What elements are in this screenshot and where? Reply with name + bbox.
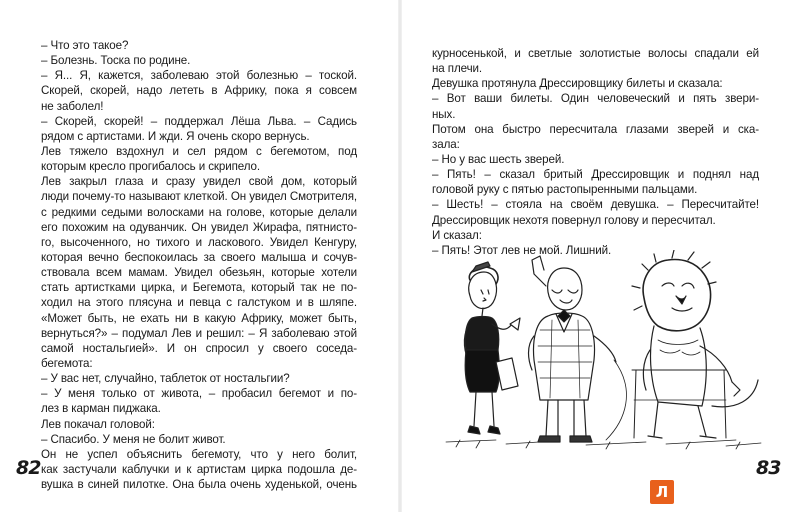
text-line: Девушка протянула Дрессировщику билеты и сказала: xyxy=(432,77,723,91)
text-line: лез в карман пиджака. xyxy=(41,402,161,416)
text-line: ходил на этого плясуна и певца с галстуком и в шляпе. xyxy=(41,296,357,310)
text-line: Он не успел объяснить бегемоту, что у него болит, xyxy=(41,447,357,461)
book-gutter xyxy=(398,0,402,512)
trainer-figure xyxy=(529,256,627,442)
text-line: Скорей, скорей, надо лететь в Африку, пока я совсем xyxy=(41,84,357,98)
text-line: Лев закрыл глаза и сразу увидел свой дом, который xyxy=(41,175,357,189)
lion-figure xyxy=(632,250,758,438)
text-line: – Я... Я, кажется, заболеваю этой болезнью – тоской. xyxy=(41,69,357,83)
ground-hatching xyxy=(446,440,761,449)
text-line: которая вечно беспокоилась за своего малыша и сочув- xyxy=(41,250,357,264)
text-line: – Что это такое? xyxy=(41,39,129,52)
left-page-text xyxy=(41,38,357,492)
text-line: – Спасибо. У меня не болит живот. xyxy=(41,432,226,446)
page-number-left: 82 xyxy=(16,457,41,479)
text-line: рядом с артистами. И жди. Я очень скоро вернусь. xyxy=(41,129,310,143)
text-line: которым кресло прогибалось и скрипело. xyxy=(41,160,261,174)
right-page-text xyxy=(432,46,759,258)
text-line: Дрессировщик нехотя повернул голову и пересчитал. xyxy=(432,213,716,227)
girl-figure xyxy=(464,262,520,434)
text-line: бегемота: xyxy=(41,356,93,370)
text-line: – У вас нет, случайно, таблеток от ностальгии? xyxy=(41,372,290,386)
text-line: «Может быть, не ехать ни в какую Африку, может быть, xyxy=(41,311,357,325)
text-line: – Но у вас шесть зверей. xyxy=(432,152,565,166)
text-line: – Пять! Этот лев не мой. Лишний. xyxy=(432,243,612,257)
text-line: ных. xyxy=(432,107,456,121)
text-line: – Вот ваши билеты. Один человеческий и пять звери- xyxy=(432,92,759,106)
text-line: люди почему-то называют клеткой. Он увидел Смотрителя, xyxy=(41,190,357,204)
text-line: самой ностальгией». И он спросил у своего соседа- xyxy=(41,341,357,355)
page-number-right: 83 xyxy=(756,457,781,479)
text-line: го, высоченного, но тихого и ласкового. Увидел Кенгуру, xyxy=(41,235,357,249)
text-line: на плечи. xyxy=(432,62,483,76)
text-line: не заболел! xyxy=(41,99,104,113)
text-line: И сказал: xyxy=(432,228,482,242)
text-line: Лев покачал головой: xyxy=(41,417,155,431)
text-line: – Болезнь. Тоска по родине. xyxy=(41,54,191,68)
text-line: – Пять! – сказал бритый Дрессировщик и поднял над xyxy=(432,168,759,182)
illustration xyxy=(436,250,768,455)
text-line: – Скорей, скорей! – поддержал Лёша Льва. – Садись xyxy=(41,114,357,128)
text-line: – У меня только от живота, – пробасил бегемот и по- xyxy=(41,387,357,401)
text-line: зала: xyxy=(432,137,460,151)
text-line: его похожим на одуванчик. Он увидел Жирафа, пятнисто- xyxy=(41,220,357,234)
text-line: курносенькой, и светлые золотистые волосы спадали ей xyxy=(432,47,759,60)
text-line: – Шесть! – стояла на своём девушка. – Пересчитайте! xyxy=(432,198,759,212)
text-line: вернуться?» – подумал Лев и решил: – Я заболеваю этой xyxy=(41,326,357,340)
text-line: головой руку с пятью растопыренными пальцами. xyxy=(432,183,698,197)
publisher-logo: Л xyxy=(650,480,674,504)
text-line: с редкими седыми волосками на голове, которые делали xyxy=(41,205,357,219)
text-line: вушка в синей пилотке. Она была очень худенькой, очень xyxy=(41,478,357,492)
text-line: ствовала всем мамам. Увидел обезьян, которые хотели xyxy=(41,266,357,280)
text-line: Лев тяжело вздохнул и сел рядом с бегемотом, под xyxy=(41,144,357,158)
text-line: стать артистками цирка, и Бегемота, который так не по- xyxy=(41,281,357,295)
text-line: как застучали каблучки и к артистам цирка подошла де- xyxy=(41,462,357,476)
text-line: Потом она быстро пересчитала глазами зверей и ска- xyxy=(432,122,759,136)
